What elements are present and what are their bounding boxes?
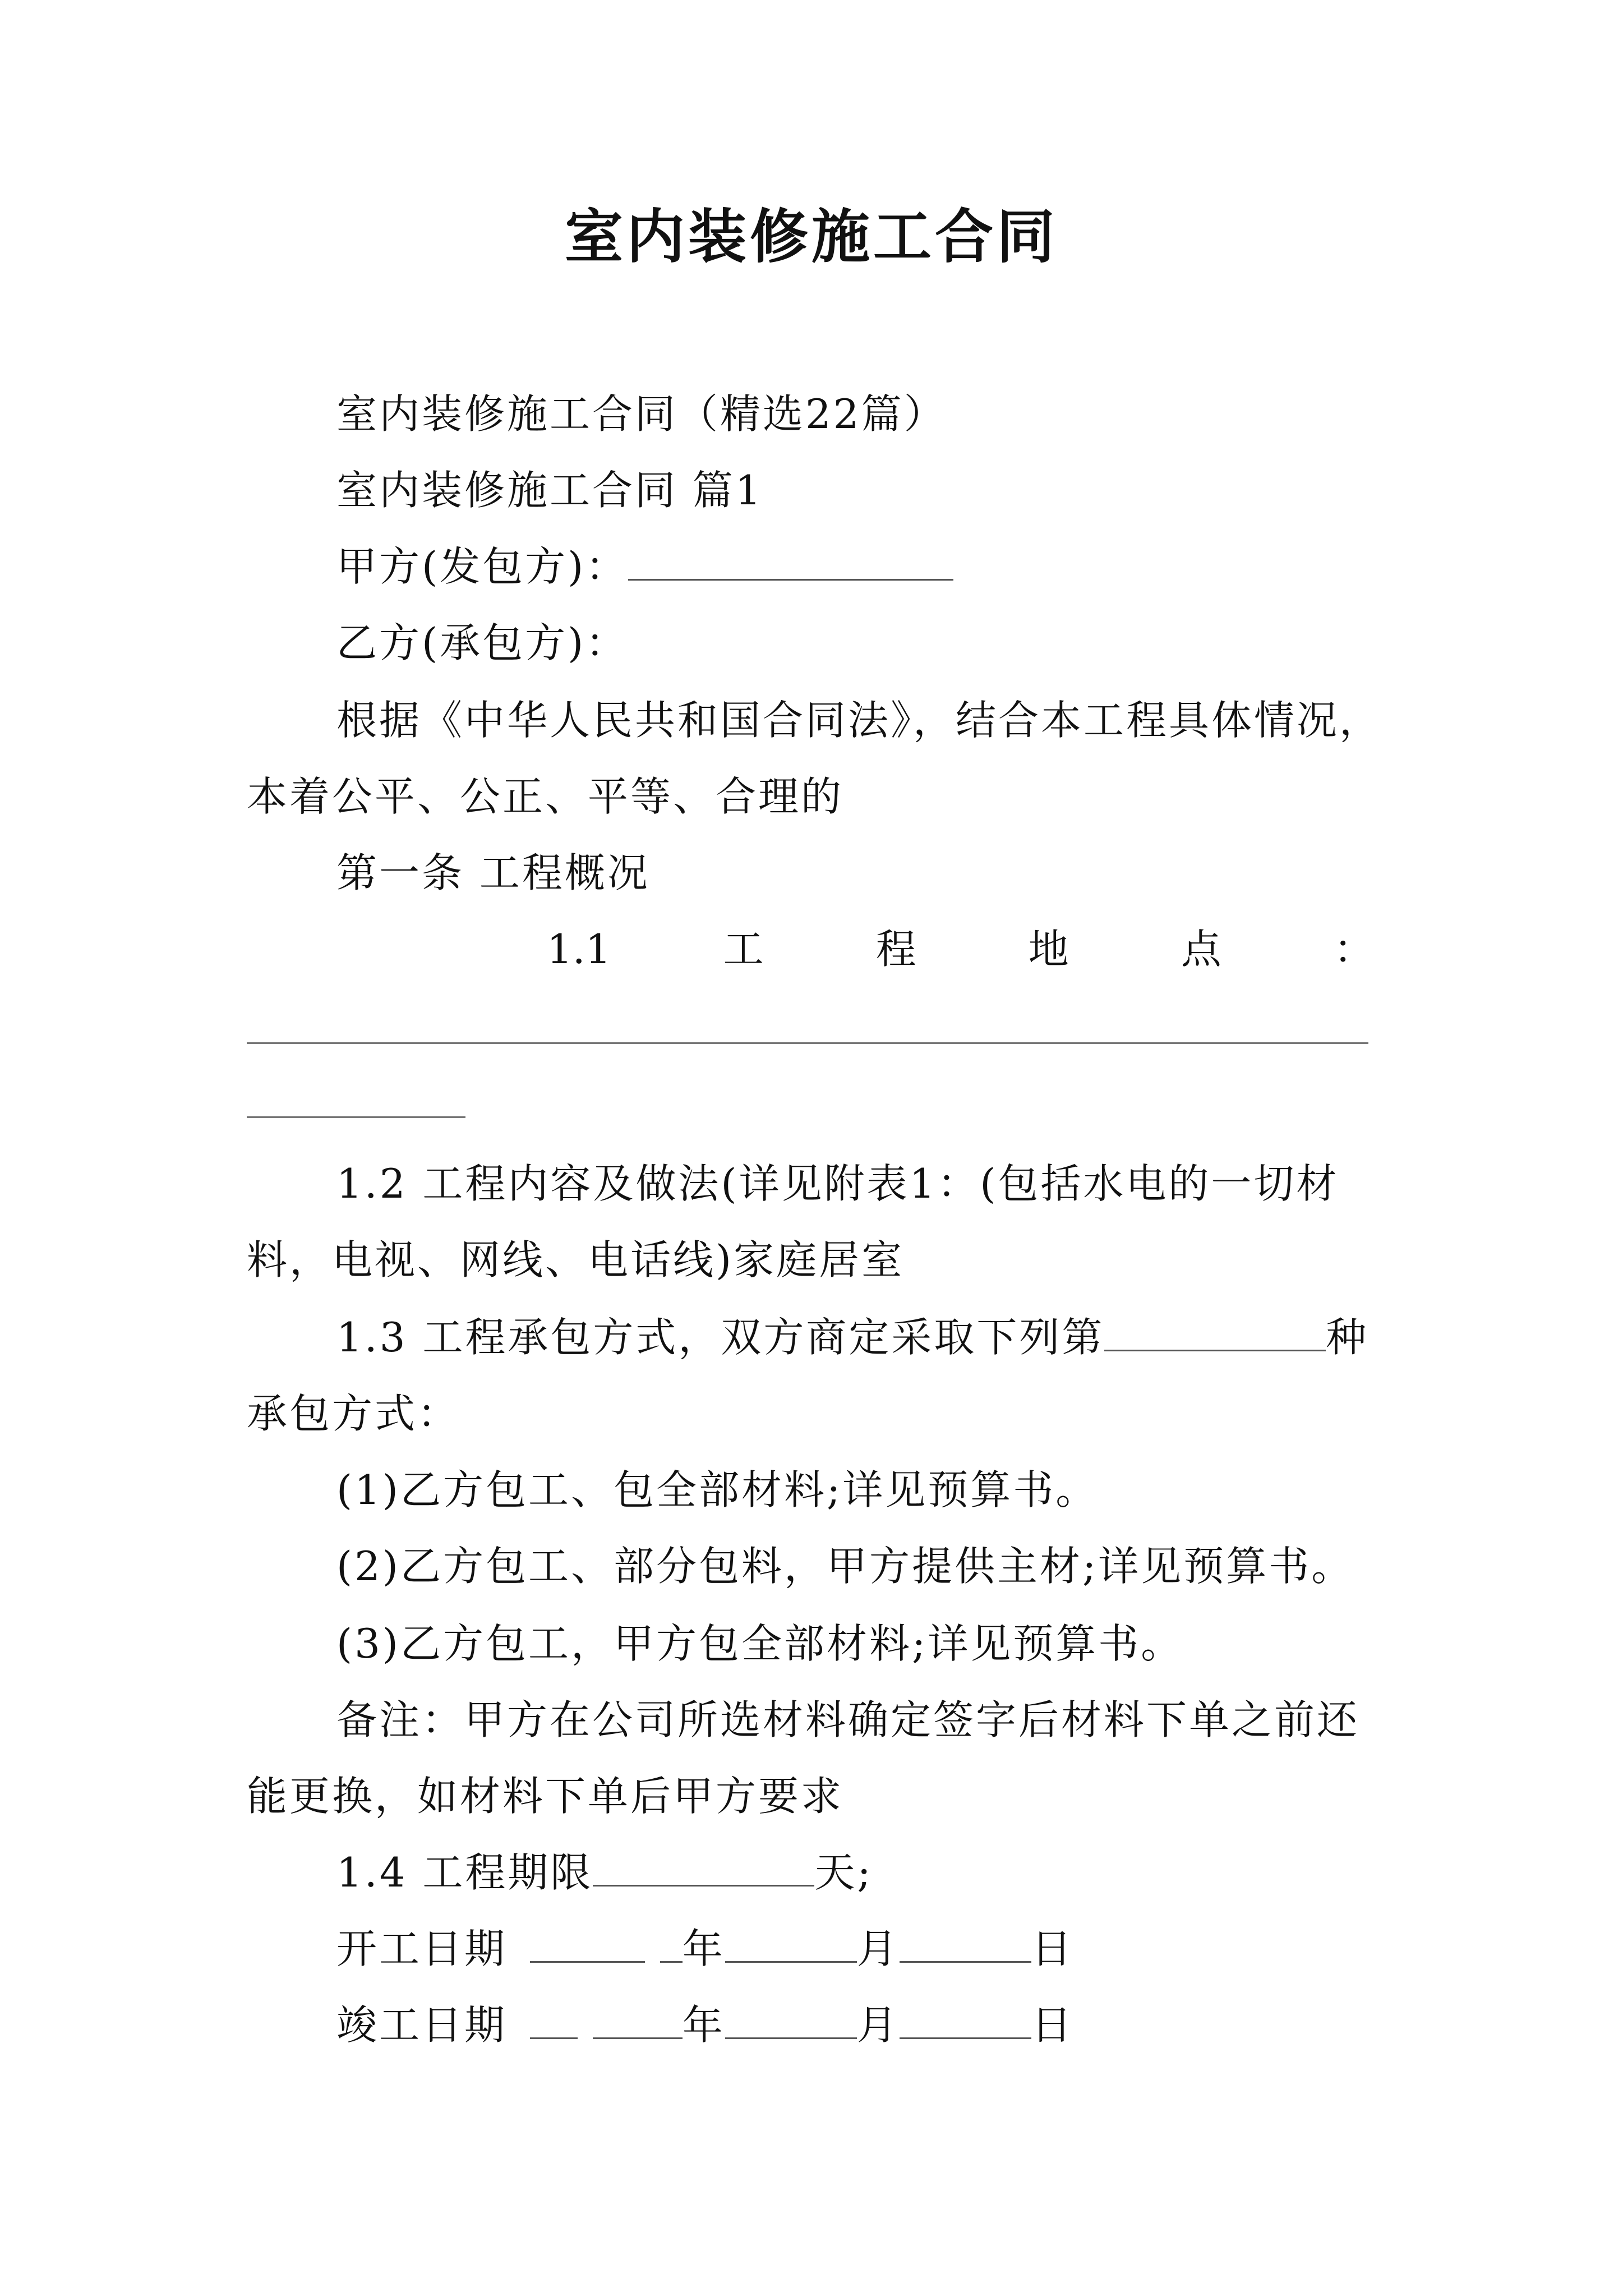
preamble-line-1: 根据《中华人民共和国合同法》，结合本工程具体情况，: [336, 697, 1382, 744]
item-1-4-line: [336, 1844, 873, 1901]
address-blank-line-2: [247, 1116, 465, 1118]
end-month-unit: 月: [856, 2001, 900, 2049]
item-1-3-line-1: [336, 1309, 1368, 1365]
item-1-3-text: 1.3 工程承包方式，双方商定采取下列第: [336, 1314, 1105, 1361]
item-1-4-unit: 天;: [814, 1849, 873, 1896]
start-day-blank: [900, 1921, 1031, 1963]
end-month-blank: [725, 1997, 857, 2039]
duration-blank: [593, 1844, 814, 1887]
end-year-blank: [530, 1997, 578, 2039]
start-day-unit: 日: [1031, 1925, 1074, 1972]
end-date-line: [336, 1997, 1074, 2053]
party-a-label: 甲方(发包方)：: [336, 543, 629, 590]
end-date-label: 竣工日期: [336, 2001, 508, 2049]
item-1-1-char: 点: [1181, 926, 1221, 973]
item-1-1-char: 地: [1028, 926, 1069, 973]
party-a-blank: [628, 539, 953, 581]
address-blank-line-1: [247, 1042, 1368, 1044]
end-day-blank: [900, 1997, 1031, 2039]
note-line-1: 备注：甲方在公司所选材料确定签字后材料下单之前还: [336, 1696, 1360, 1743]
start-date-label: 开工日期: [336, 1925, 508, 1972]
end-year-blank-2: [593, 1997, 683, 2039]
start-month-blank: [725, 1921, 857, 1963]
option-1: (1)乙方包工、包全部材料;详见预算书。: [336, 1466, 1099, 1513]
item-1-1-char: 工: [723, 926, 764, 973]
start-year-blank-2: [660, 1921, 683, 1963]
item-1-1-colon: ：: [1333, 926, 1374, 973]
item-1-3-line-2: 承包方式：: [247, 1390, 460, 1437]
item-1-3-blank: [1104, 1309, 1326, 1351]
document-subtitle: 室内装修施工合同（精选22篇）: [336, 390, 947, 438]
item-1-2-line-1: 1.2 工程内容及做法(详见附表1：(包括水电的一切材: [336, 1160, 1339, 1207]
end-year-unit: 年: [682, 2001, 725, 2049]
option-3: (3)乙方包工，甲方包全部材料;详见预算书。: [336, 1620, 1184, 1667]
start-month-unit: 月: [856, 1925, 900, 1972]
start-year-blank: [530, 1921, 645, 1963]
item-1-2-line-2: 料，电视、网线、电话线)家庭居室: [247, 1236, 905, 1283]
document-title: 室内装修施工合同: [564, 202, 1058, 271]
party-a-line: [336, 539, 953, 595]
item-1-4-label: 1.4 工程期限: [336, 1849, 593, 1896]
preamble-line-2: 本着公平、公正、平等、合理的: [247, 773, 844, 820]
start-year-unit: 年: [682, 1925, 725, 1972]
start-date-line: [336, 1921, 1074, 1977]
section-heading: 室内装修施工合同 篇1: [336, 467, 763, 514]
party-b-label: 乙方(承包方)：: [336, 619, 629, 666]
end-day-unit: 日: [1031, 2001, 1074, 2049]
item-1-1-line: [547, 921, 1374, 977]
note-line-2: 能更换，如材料下单后甲方要求: [247, 1773, 844, 1820]
item-1-3-end: 种: [1326, 1314, 1369, 1361]
option-2: (2)乙方包工、部分包料，甲方提供主材;详见预算书。: [336, 1543, 1354, 1590]
article-1-heading: 第一条 工程概况: [336, 849, 650, 896]
item-1-1-number: 1.1: [547, 926, 611, 973]
item-1-1-char: 程: [875, 926, 916, 973]
